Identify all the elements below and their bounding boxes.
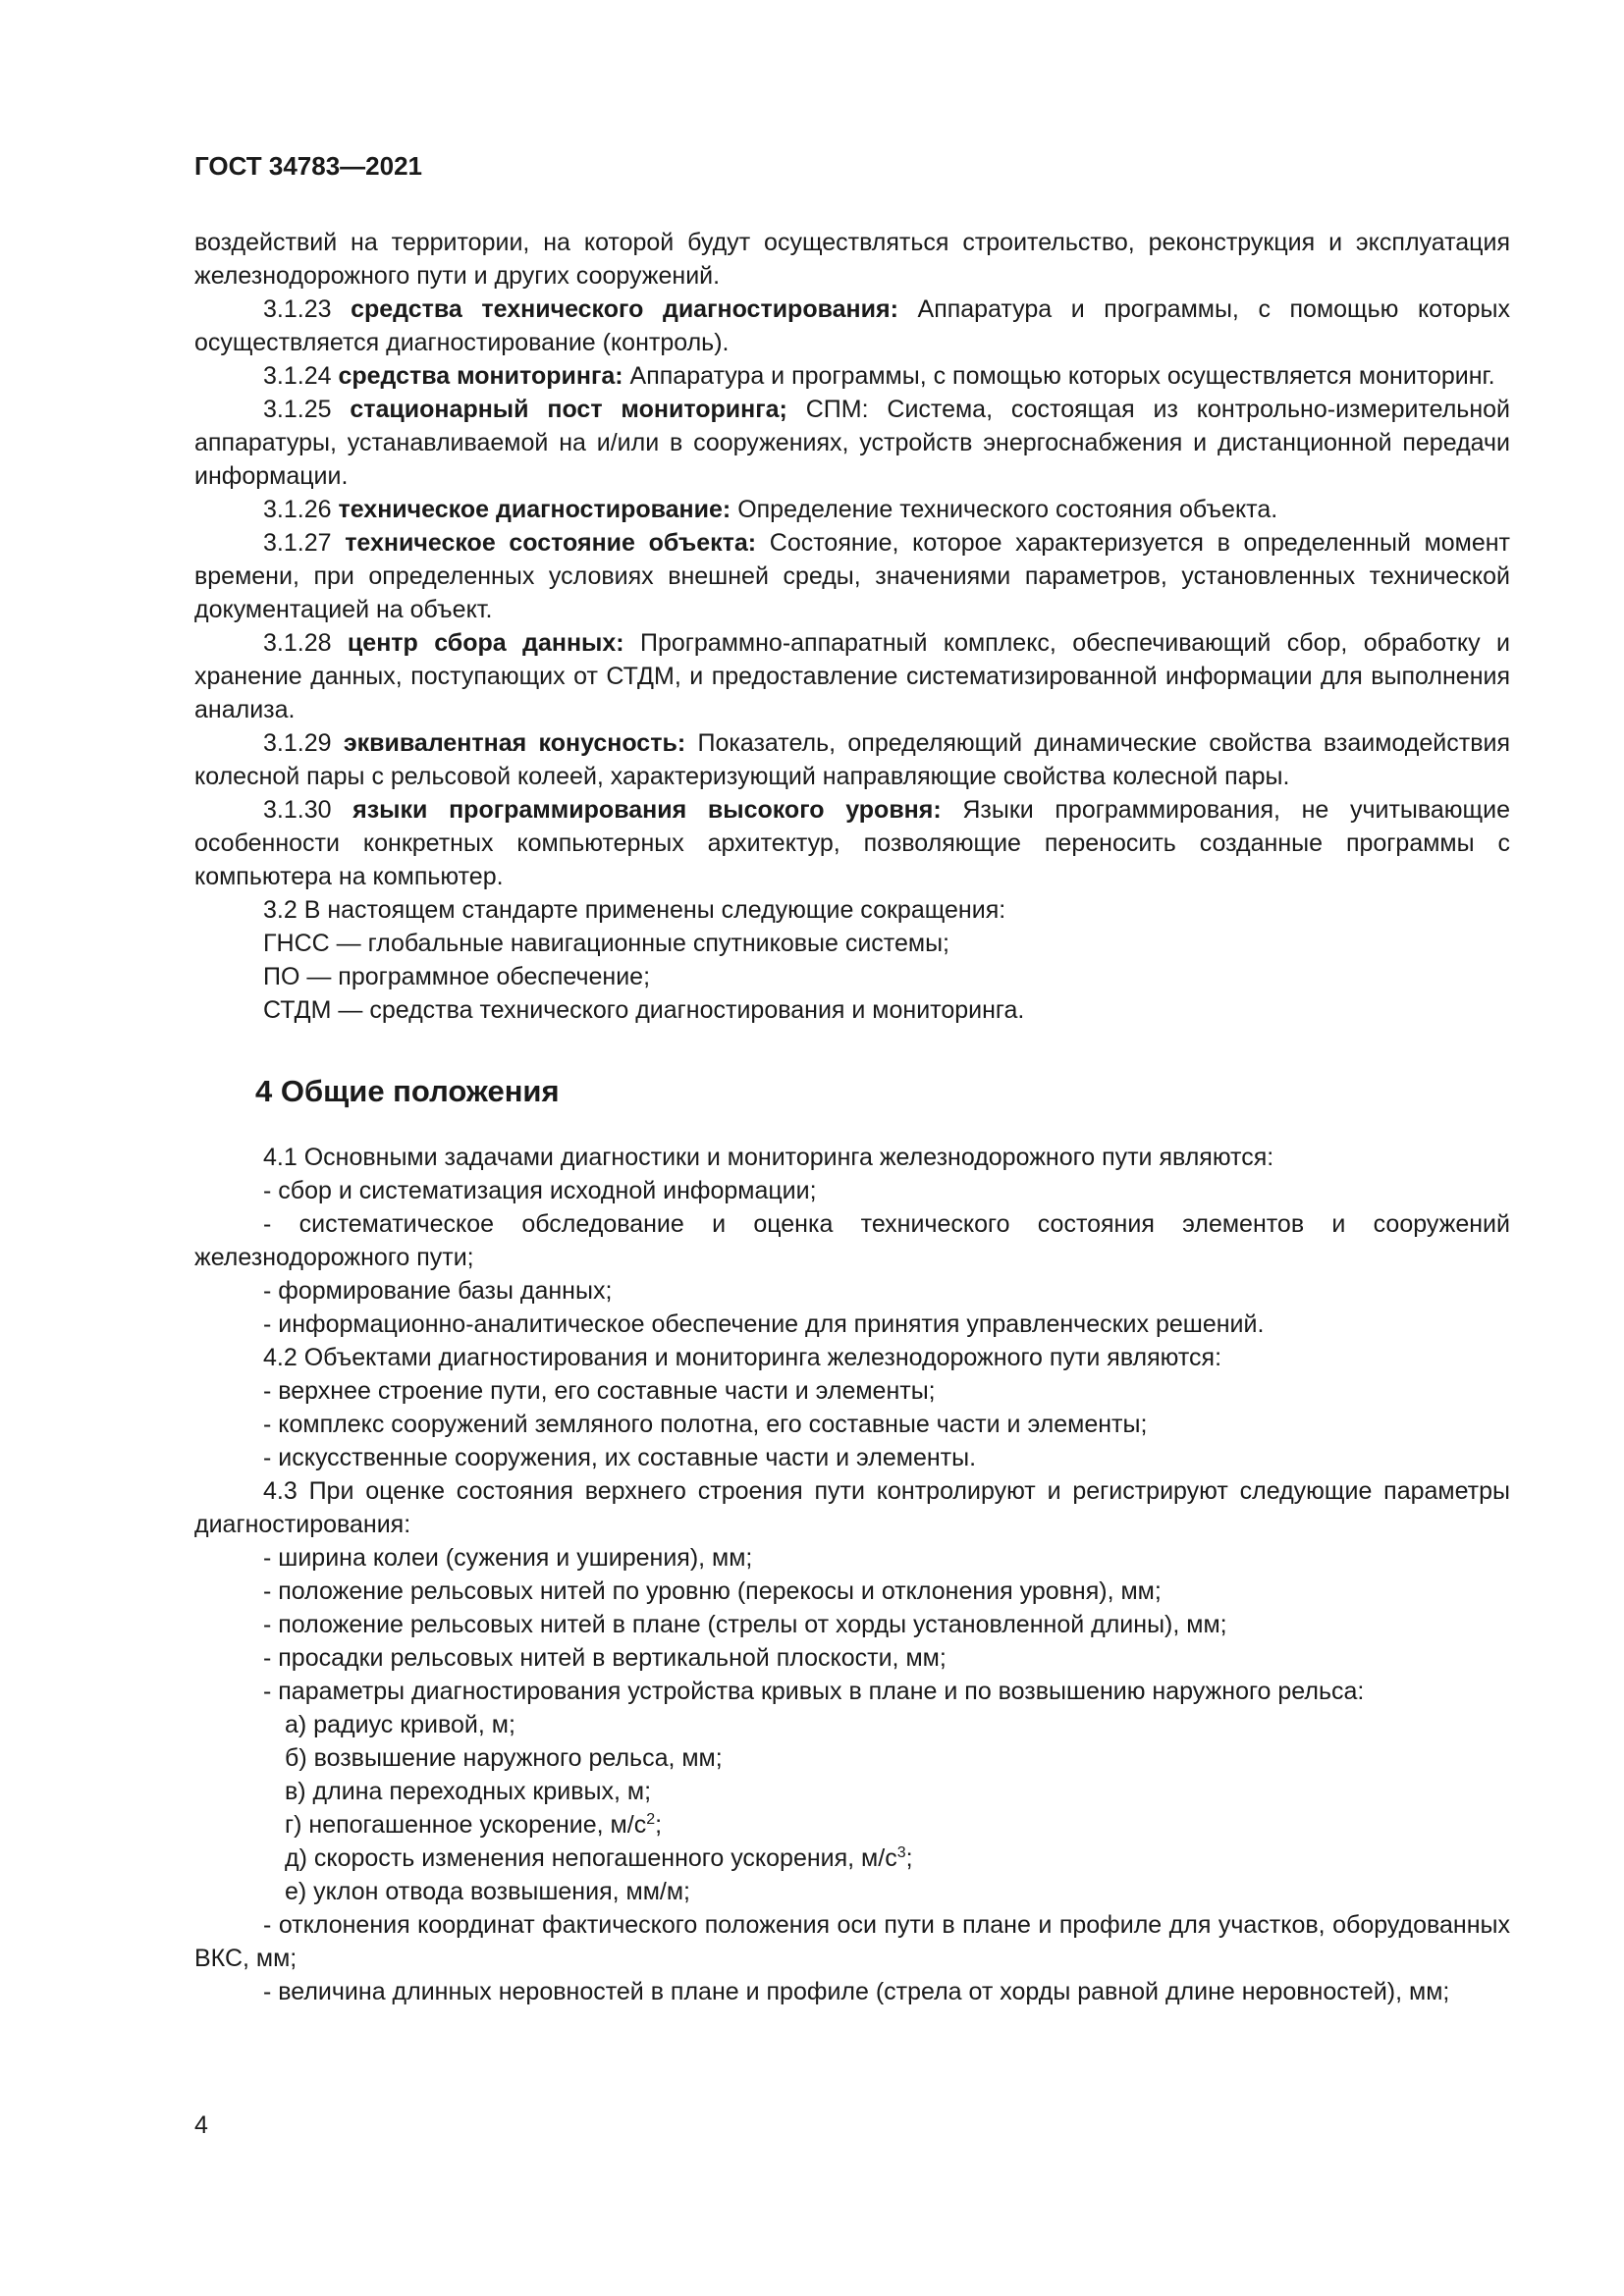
list-item: - комплекс сооружений земляного полотна, его составные части и элементы;	[263, 1411, 1148, 1438]
list-item: - просадки рельсовых нитей в вертикальной плоскости, мм;	[263, 1644, 947, 1672]
sublist-4-3	[194, 1708, 1510, 1908]
term-number: 3.1.30	[263, 796, 332, 824]
paragraph-continuation: воздействий на территории, на которой будут осуществляться строительство, реконструкция и эксплуатация железнодорожного пути и других сооружений.	[194, 229, 1510, 290]
term-definition	[194, 359, 1510, 393]
list-item: - положение рельсовых нитей в плане (стрелы от хорды установленной длины), мм;	[263, 1611, 1227, 1638]
term-text: Аппаратура и программы, с помощью которых осуществляется мониторинг.	[629, 362, 1495, 390]
sublist-item: а) радиус кривой, м;	[285, 1711, 515, 1738]
clause-4-1: 4.1 Основными задачами диагностики и мониторинга железнодорожного пути являются:	[263, 1144, 1274, 1171]
term-name: языки программирования высокого уровня:	[352, 796, 942, 824]
list-item: - параметры диагностирования устройства кривых в плане и по возвышению наружного рельса:	[263, 1678, 1365, 1705]
sublist-item-end: ;	[905, 1844, 913, 1872]
term-text: Показатель, определяющий динамические свойства взаимодействия колесной пары с рельсовой колеей, характеризующий направляющие свойства колесной пары.	[194, 729, 1510, 790]
list-item: - верхнее строение пути, его составные части и элементы;	[263, 1377, 936, 1405]
list-item: - величина длинных неровностей в плане и профиле (стрела от хорды равной длине неровностей), мм;	[263, 1978, 1450, 2005]
term-number: 3.1.25	[263, 396, 332, 423]
sublist-item-text: д) скорость изменения непогашенного ускорения, м/с	[285, 1844, 897, 1872]
sublist-item: б) возвышение наружного рельса, мм;	[285, 1744, 723, 1772]
term-definition	[194, 293, 1510, 359]
list-4-3-continued	[194, 1908, 1510, 2008]
term-text: Состояние, которое характеризуется в определенный момент времени, при определенных условиях внешней среды, значениями параметров, установленных технической документацией на объект.	[194, 529, 1511, 623]
document-body	[194, 226, 1510, 2008]
list-item: - ширина колеи (сужения и уширения), мм;	[263, 1544, 753, 1572]
abbreviation-item: ГНСС — глобальные навигационные спутниковые системы;	[263, 930, 949, 957]
list-4-1	[194, 1174, 1510, 1341]
term-definition	[194, 526, 1510, 626]
term-definition	[194, 493, 1510, 526]
superscript: 2	[646, 1811, 656, 1828]
term-number: 3.1.26	[263, 496, 332, 523]
term-name: центр сбора данных:	[347, 629, 624, 657]
page-number: 4	[194, 2111, 208, 2139]
sublist-item: е) уклон отвода возвышения, мм/м;	[285, 1878, 690, 1905]
clause-4-2: 4.2 Объектами диагностирования и мониторинга железнодорожного пути являются:	[263, 1344, 1222, 1371]
list-item: - формирование базы данных;	[263, 1277, 613, 1305]
term-number: 3.1.24	[263, 362, 332, 390]
term-name: техническое состояние объекта:	[345, 529, 757, 557]
superscript: 3	[896, 1844, 906, 1861]
sublist-item-text: г) непогашенное ускорение, м/с	[285, 1811, 647, 1839]
sublist-item	[194, 1808, 1510, 1842]
document-header: ГОСТ 34783—2021	[194, 151, 422, 181]
term-definition	[194, 726, 1510, 793]
list-item: - систематическое обследование и оценка технического состояния элементов и сооружений железнодорожного пути;	[194, 1210, 1510, 1271]
list-4-2	[194, 1374, 1510, 1474]
term-number: 3.1.27	[263, 529, 332, 557]
term-name: средства технического диагностирования:	[351, 295, 898, 323]
term-definition	[194, 793, 1510, 893]
term-text: Языки программирования, не учитывающие особенности конкретных компьютерных архитектур, позволяющие переносить созданные программы с компьютера на компьютер.	[194, 796, 1510, 890]
term-number: 3.1.23	[263, 295, 332, 323]
sublist-item	[194, 1842, 1510, 1875]
term-name: стационарный пост мониторинга;	[350, 396, 787, 423]
list-item: - положение рельсовых нитей по уровню (перекосы и отклонения уровня), мм;	[263, 1577, 1162, 1605]
abbreviation-item: ПО — программное обеспечение;	[263, 963, 651, 990]
term-name: средства мониторинга:	[338, 362, 623, 390]
abbreviations-list	[194, 927, 1510, 1027]
term-name: эквивалентная конусность:	[343, 729, 686, 757]
list-item: - информационно-аналитическое обеспечение для принятия управленческих решений.	[263, 1310, 1265, 1338]
clause-4-3: 4.3 При оценке состояния верхнего строения пути контролируют и регистрируют следующие параметры диагностирования:	[194, 1477, 1510, 1538]
section-heading: 4 Общие положения	[255, 1074, 560, 1108]
sublist-item: в) длина переходных кривых, м;	[285, 1778, 652, 1805]
terms-list	[194, 293, 1510, 893]
sublist-item-end: ;	[655, 1811, 663, 1839]
term-definition	[194, 393, 1510, 493]
abbreviations-intro: 3.2 В настоящем стандарте применены следующие сокращения:	[263, 896, 1006, 924]
term-definition	[194, 626, 1510, 726]
list-item: - отклонения координат фактического положения оси пути в плане и профиле для участков, оборудованных ВКС, мм;	[194, 1911, 1510, 1972]
term-text: Определение технического состояния объекта.	[737, 496, 1278, 523]
term-text: Аппаратура и программы, с помощью которых осуществляется диагностирование (контроль).	[194, 295, 1510, 356]
list-4-3	[194, 1541, 1510, 1708]
term-number: 3.1.29	[263, 729, 332, 757]
list-item: - сбор и систематизация исходной информации;	[263, 1177, 817, 1204]
term-name: техническое диагностирование:	[338, 496, 731, 523]
term-number: 3.1.28	[263, 629, 332, 657]
term-text: СПМ: Система, состоящая из контрольно-измерительной аппаратуры, устанавливаемой на и/или в сооружениях, устройств энергоснабжения и дистанционной передачи информации.	[194, 396, 1510, 490]
term-text: Программно-аппаратный комплекс, обеспечивающий сбор, обработку и хранение данных, поступающих от СТДМ, и предоставление систематизированной информации для выполнения анализа.	[194, 629, 1510, 723]
list-item: - искусственные сооружения, их составные части и элементы.	[263, 1444, 977, 1471]
abbreviation-item: СТДМ — средства технического диагностирования и мониторинга.	[263, 996, 1025, 1024]
